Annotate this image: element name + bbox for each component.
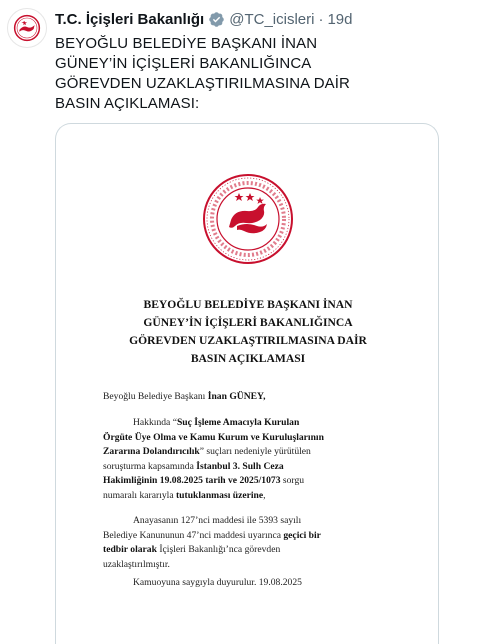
tweet-text-line: GÖREVDEN UZAKLAŞTIRILMASINA DAİR [55,75,350,92]
text-run: uzaklaştırılmıştır. [103,558,170,570]
tweet-header [55,10,353,28]
text-run: Zararına Dolandırıcılık [103,446,200,458]
tweet-text [55,34,355,114]
text-run: sorgu [280,475,305,487]
tweet-text-line: BASIN AÇIKLAMASI: [55,95,200,112]
text-run: İçişleri Bakanlığı’nca görevden [156,544,281,556]
timestamp[interactable]: 19d [327,10,353,28]
text-run: Kamuoyuna saygıyla duyurulur. 19.08.2025 [133,577,302,588]
text-run: İstanbul 3. Sulh Ceza [196,460,284,472]
text-run: Suç İşleme Amacıyla Kurulan [176,417,300,428]
author-handle[interactable]: @TC_icisleri [229,10,315,28]
author-name[interactable]: T.C. İçişleri Bakanlığı [55,10,205,28]
salutation-name: İnan GÜNEY, [207,391,266,402]
ministry-emblem-icon [8,9,46,47]
text-run: , [263,489,266,501]
ministry-emblem-icon [193,164,303,274]
document-title [86,296,410,368]
text-run: Hakimliğinin 19.08.2025 tarih ve 2025/1073 [103,475,281,487]
text-run: tutuklanması üzerine [175,489,264,501]
text-run: Örgüte Üye Olma ve Kamu Kurum ve Kuruluşlarının [103,431,324,443]
text-run: soruşturma kapsamında [103,460,197,472]
text-run: Belediye Kanununun 47’nci maddesi uyarınca [103,529,284,541]
document-title-line: GÜNEY’İN İÇİŞLERİ BAKANLIĞINCA [143,316,353,329]
text-run: tedbir olarak [103,544,157,556]
tweet-text-line: BEYOĞLU BELEDİYE BAŞKANI İNAN [55,35,318,52]
document-title-line: BEYOĞLU BELEDİYE BAŞKANI İNAN [143,298,353,311]
tweet-media-image[interactable] [55,123,439,644]
document-paragraph-2 [103,514,392,572]
text-run: ” suçları nedeniyle yürütülen [199,446,311,458]
text-run: Anayasanın 127’nci maddesi ile 5393 sayılı [133,515,302,526]
document-paragraph-1 [103,416,392,504]
document-title-line: GÖREVDEN UZAKLAŞTIRILMASINA DAİR [129,334,367,347]
document-salutation [103,390,392,405]
text-run: Hakkında “ [133,417,177,428]
salutation-prefix: Beyoğlu Belediye Başkanı [103,391,208,402]
document-title-line: BASIN AÇIKLAMASI [190,352,306,365]
text-run: geçici bir [283,529,321,541]
text-run: numaralı kararıyla [103,489,176,501]
tweet-text-line: GÜNEY’İN İÇİŞLERİ BAKANLIĞINCA [55,55,312,72]
separator-dot: · [318,10,324,28]
document-closing [103,576,392,591]
avatar[interactable] [7,8,47,48]
verified-badge-icon [208,11,225,28]
